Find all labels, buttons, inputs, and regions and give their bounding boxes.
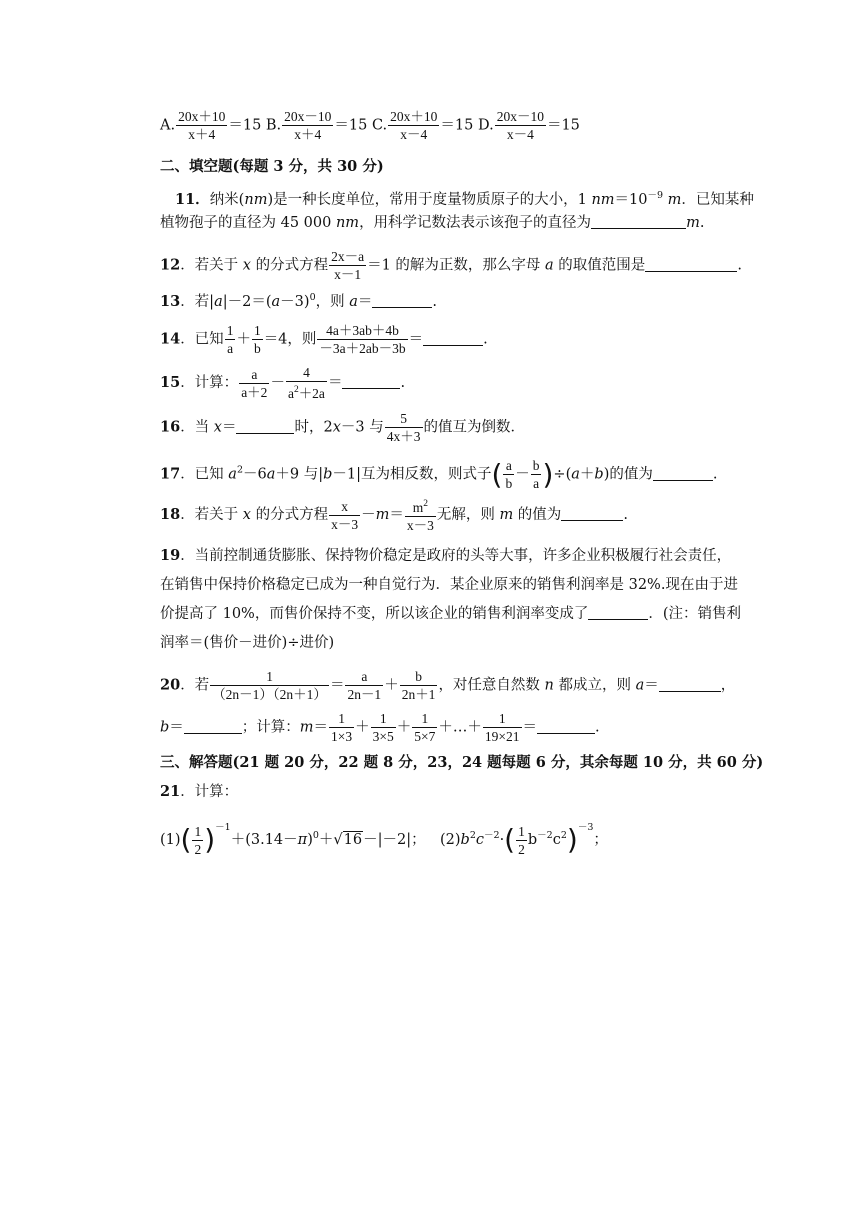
- answer-blank-16[interactable]: [236, 419, 294, 434]
- answer-blank-18[interactable]: [561, 506, 623, 521]
- answer-blank-20a[interactable]: [659, 677, 721, 692]
- option-d-fraction: $\frac{20x-10}{x-4}$: [496, 109, 544, 142]
- question-13: 13．若$|a|-2=(a-3)^0$，则 a＝ .: [160, 292, 437, 310]
- question-18: 18．若关于 x 的分式方程 $\frac{x}{x-3}$ －m＝ $\frac{m^2}{x-3}$ 无解，则 m 的值为 .: [160, 496, 628, 534]
- question-17: 17．已知 $a^2-6a+9$ 与|b－1|互为相反数，则式子( $\frac{a}{b}$ － $\frac{b}{a}$ )÷(a＋b)的值为 .: [160, 457, 718, 491]
- option-a-label: A.: [160, 117, 176, 134]
- answer-blank-20b[interactable]: [184, 719, 242, 734]
- question-12: 12．若关于 x 的分式方程 $\frac{2x-a}{x-1}$ ＝1 的解为正数，那么字母 a 的取值范围是 .: [160, 249, 742, 282]
- option-b-fraction: $\frac{20x-10}{x+4}$: [284, 109, 332, 142]
- q10-options: A. $\frac{20x+10}{x+4}$ ＝15 B. $\frac{20x-10}{x+4}$ ＝15 C. $\frac{20x+10}{x-4}$ ＝15 D. $\frac{20x-10}{x-4}$ ＝15: [160, 109, 580, 142]
- answer-blank-11[interactable]: [591, 214, 686, 229]
- question-21: 21．计算：: [160, 783, 239, 800]
- option-c-fraction: $\frac{20x+10}{x-4}$: [390, 109, 438, 142]
- question-11-line-1: 11．纳米(nm)是一种长度单位，常用于度量物质原子的大小，1 $nm=10^{-9}$ m．已知某种: [175, 190, 754, 208]
- question-20-line-1: 20．若 $\frac{1}{(2n-1)(2n+1)}$ ＝ $\frac{a}{2n-1}$ ＋ $\frac{b}{2n+1}$ ，对任意自然数 n 都成立，则 a＝ ，: [160, 669, 736, 702]
- question-15: 15．计算： $\frac{a}{a+2}$ － $\frac{4}{a^2+2a}$ ＝ .: [160, 365, 406, 401]
- answer-blank-17[interactable]: [653, 466, 713, 481]
- answer-blank-19[interactable]: [588, 605, 648, 620]
- question-14: 14．已知 $\frac{1}{a}$ ＋ $\frac{1}{b}$ ＝4，则 $\frac{4a+3ab+4b}{-3a+2ab-3b}$ ＝ .: [160, 323, 488, 356]
- question-11-line-2: 植物孢子的直径为 45 000 nm，用科学记数法表示该孢子的直径为 m.: [160, 215, 705, 231]
- question-20-line-2: b＝ ；计算：m＝ $\frac{1}{1\times 3}$ ＋ $\frac{1}{3\times 5}$ ＋ $\frac{1}{5\times 7}$ ＋…＋ $\frac{1}{19\times 21}$ ＝ .: [160, 711, 600, 744]
- section-2-title: 二、填空题(每题 3 分，共 30 分): [160, 158, 384, 175]
- answer-blank-20c[interactable]: [537, 719, 595, 734]
- option-c-label: C.: [371, 117, 388, 134]
- question-19-line-1: 19．当前控制通货膨胀、保持物价稳定是政府的头等大事，许多企业积极履行社会责任，: [160, 547, 732, 564]
- question-19-line-2: 在销售中保持价格稳定已成为一种自觉行为．某企业原来的销售利润率是 32%.现在由于进: [160, 577, 738, 593]
- question-19-line-4: 润率＝(售价－进价)÷进价): [160, 635, 335, 651]
- question-19-line-3: 价提高了 10%，而售价保持不变，所以该企业的销售利润率变成了 ．(注：销售利: [160, 606, 742, 622]
- answer-blank-13[interactable]: [372, 293, 432, 308]
- answer-blank-15[interactable]: [342, 374, 400, 389]
- section-3-title: 三、解答题(21 题 20 分，22 题 8 分，23，24 题每题 6 分，其余每题 10 分，共 60 分): [160, 754, 764, 771]
- option-a-fraction: $\frac{20x+10}{x+4}$: [178, 109, 226, 142]
- question-16: 16．当 x＝ 时，2x－3 与 $\frac{5}{4x+3}$ 的值互为倒数．: [160, 411, 525, 444]
- option-d-label: D.: [477, 117, 494, 134]
- question-21-part-2: $(2)b^2c^{-2}\cdot$( $\frac{1}{2}$ $b^{-2}c^2)^{-3}$；: [440, 822, 608, 857]
- option-b-label: B.: [265, 117, 282, 134]
- answer-blank-12[interactable]: [645, 257, 737, 272]
- answer-blank-14[interactable]: [423, 331, 483, 346]
- fraction: $\frac{2x-a}{x-1}$: [331, 249, 365, 282]
- question-21-part-1: (1)( $\frac{1}{2}$ )$^{-1}+(3.14-\pi)^0+√16-|-2|$；: [160, 822, 426, 857]
